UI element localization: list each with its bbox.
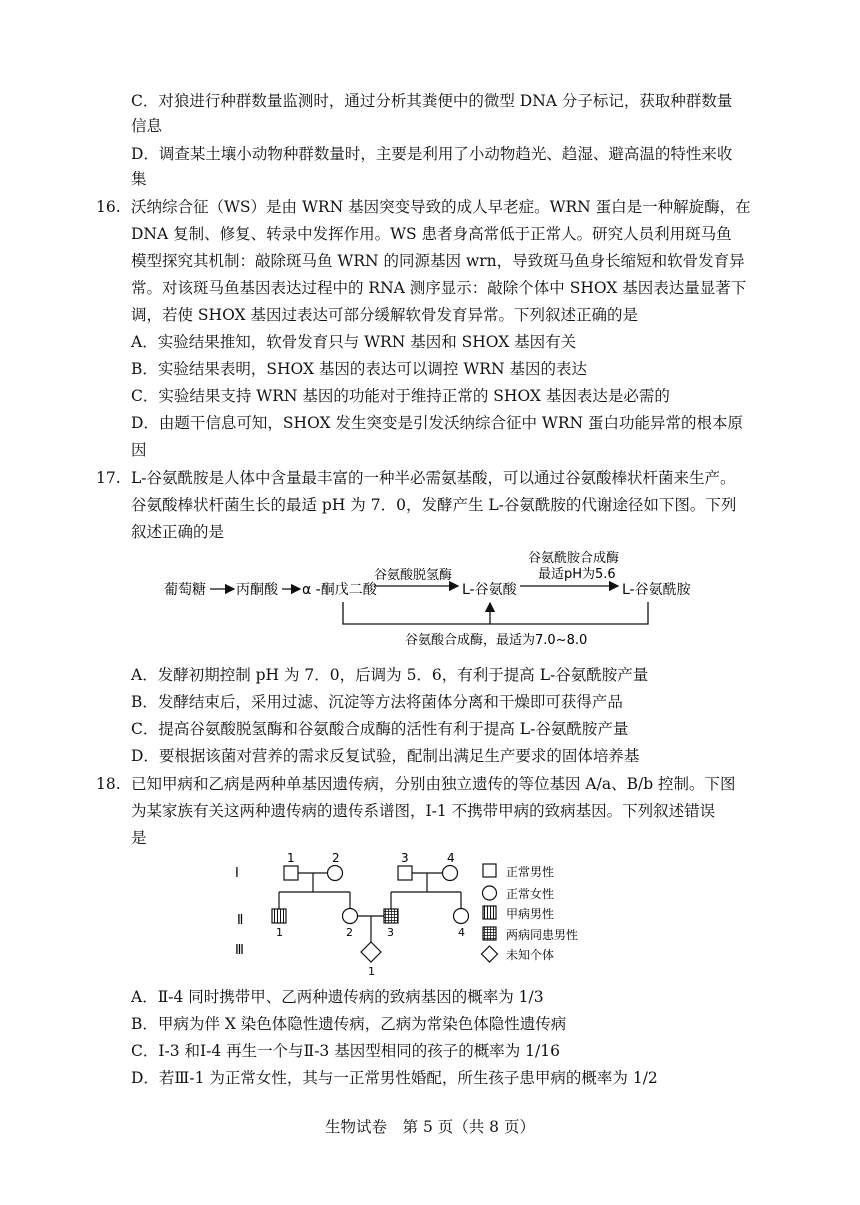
i-1-label: 1 xyxy=(287,851,295,865)
legend-normal-female: 正常女性 xyxy=(506,887,555,901)
enzyme-glutamate-synthase: 谷氨酸合成酶，最适为7.0~8.0 xyxy=(405,633,588,648)
pedigree-chart xyxy=(225,850,605,978)
legend-both-diseases-male: 两病同患男性 xyxy=(506,928,579,942)
metabolic-pathway-diagram xyxy=(160,548,700,650)
legend-unknown-symbol xyxy=(482,946,498,962)
question-16-stem-1: 沃纳综合征（WS）是由 WRN 基因突变导致的成人早老症。WRN 蛋白是一种解旋酶，在 xyxy=(131,198,751,216)
node-glucose: 葡萄糖 xyxy=(164,582,206,598)
question-16-stem-5: 调，若使 SHOX 基因过表达可部分缓解软骨发育异常。下列叙述正确的是 xyxy=(131,306,638,324)
enzyme-optimum-ph: 最适pH为5.6 xyxy=(538,567,616,582)
i-3-label: 3 xyxy=(401,851,409,865)
question-16-stem-3: 模型探究其机制：敲除斑马鱼 WRN 的同源基因 wrn，导致斑马鱼身长缩短和软骨发育异 xyxy=(131,252,745,270)
i-1-normal-male xyxy=(284,866,298,880)
enzyme-glutamine-synthetase: 谷氨酰胺合成酶 xyxy=(528,551,620,566)
ii-4-normal-female xyxy=(454,909,469,924)
question-16-stem-4: 常。对该斑马鱼基因表达过程中的 RNA 测序显示：敲除个体中 SHOX 基因表达量显著下 xyxy=(131,279,747,297)
question-17-option-d: D．要根据该菌对营养的需求反复试验，配制出满足生产要求的固体培养基 xyxy=(131,747,640,765)
legend-normal-male-symbol xyxy=(483,864,496,877)
option-d-line1: D．调查某土壤小动物种群数量时，主要是利用了小动物趋光、趋湿、避高温的特性来收 xyxy=(131,145,733,163)
ii-1-label: 1 xyxy=(276,926,283,939)
question-17-stem-2: 谷氨酸棒状杆菌生长的最适 pH 为 7．0，发酵产生 L-谷氨酰胺的代谢途径如下图。下列 xyxy=(131,496,737,514)
i-3-normal-male xyxy=(398,866,412,880)
legend-normal-female-symbol xyxy=(483,886,497,900)
question-17-option-c: C．提高谷氨酸脱氢酶和谷氨酸合成酶的活性有利于提高 L-谷氨酰胺产量 xyxy=(131,720,629,738)
ii-2-normal-female xyxy=(343,909,358,924)
ii-2-label: 2 xyxy=(346,926,353,939)
question-18-option-a: A．Ⅱ-4 同时携带甲、乙两种遗传病的致病基因的概率为 1/3 xyxy=(131,988,544,1006)
option-c-line2: 信息 xyxy=(131,117,163,135)
legend-unknown-individual: 未知个体 xyxy=(506,948,555,962)
generation-iii-label: Ⅲ xyxy=(235,943,244,958)
i-4-normal-female xyxy=(443,866,458,881)
generation-i-label: I xyxy=(235,866,239,881)
page-footer: 生物试卷 第 5 页（共 8 页） xyxy=(325,1118,535,1136)
question-17-stem-3: 叙述正确的是 xyxy=(131,523,225,541)
question-16-option-a: A．实验结果推知，软骨发育只与 WRN 基因和 SHOX 基因有关 xyxy=(131,333,577,351)
question-17-stem-1: L-谷氨酰胺是人体中含量最丰富的一种半必需氨基酸，可以通过谷氨酸棒状杆菌来生产。 xyxy=(131,469,736,487)
i-4-label: 4 xyxy=(447,851,455,865)
ii-3-label: 3 xyxy=(387,926,394,939)
question-18-option-d: D．若Ⅲ-1 为正常女性，其与一正常男性婚配，所生孩子患甲病的概率为 1/2 xyxy=(131,1069,658,1087)
question-16-option-d-line1: D．由题干信息可知，SHOX 发生突变是引发沃纳综合征中 WRN 蛋白功能异常的根本原 xyxy=(131,414,743,432)
legend-both-diseases-male-symbol xyxy=(483,927,496,940)
question-18-option-b: B．甲病为伴 X 染色体隐性遗传病，乙病为常染色体隐性遗传病 xyxy=(131,1015,567,1033)
question-16-option-c: C．实验结果支持 WRN 基因的功能对于维持正常的 SHOX 基因表达是必需的 xyxy=(131,387,670,405)
ii-3-both-diseases-male xyxy=(384,909,398,923)
question-16-option-d-line2: 因 xyxy=(131,441,147,459)
question-18-option-c: C．Ⅰ-3 和Ⅰ-4 再生一个与Ⅱ-3 基因型相同的孩子的概率为 1/16 xyxy=(131,1042,560,1060)
node-pyruvate: 丙酮酸 xyxy=(236,582,278,598)
bracket-left xyxy=(343,602,490,624)
question-17-number: 17. xyxy=(96,469,121,487)
question-16-option-b: B．实验结果表明，SHOX 基因的表达可以调控 WRN 基因的表达 xyxy=(131,360,587,378)
question-18-stem-2: 为某家族有关这两种遗传病的遗传系谱图，Ⅰ-1 不携带甲病的致病基因。下列叙述错误 xyxy=(131,802,716,820)
node-alpha-ketoglutarate: α -酮戊二酸 xyxy=(302,582,377,598)
question-17-option-b: B．发酵结束后，采用过滤、沉淀等方法将菌体分离和干燥即可获得产品 xyxy=(131,693,623,711)
legend-disease-a-male-symbol xyxy=(483,906,496,919)
question-17-option-a: A．发酵初期控制 pH 为 7．0，后调为 5．6，有利于提高 L-谷氨酰胺产量 xyxy=(131,666,649,684)
i-2-label: 2 xyxy=(332,851,340,865)
question-18-stem-1: 已知甲病和乙病是两种单基因遗传病，分别由独立遗传的等位基因 A/a、B/b 控制。下图 xyxy=(131,775,736,793)
bracket-right xyxy=(490,602,648,624)
option-c-line1: C．对狼进行种群数量监测时，通过分析其粪便中的微型 DNA 分子标记，获取种群数量 xyxy=(131,92,733,110)
ii-4-label: 4 xyxy=(458,926,465,939)
generation-ii-label: Ⅱ xyxy=(237,913,244,928)
question-18-stem-3: 是 xyxy=(131,829,147,847)
legend-disease-a-male: 甲病男性 xyxy=(506,907,555,921)
enzyme-glutamate-dehydrogenase: 谷氨酸脱氢酶 xyxy=(374,568,453,583)
legend-normal-male: 正常男性 xyxy=(506,865,555,879)
node-l-glutamate: L-谷氨酸 xyxy=(462,582,517,598)
option-d-line2: 集 xyxy=(131,170,147,188)
question-16-stem-2: DNA 复制、修复、转录中发挥作用。WS 患者身高常低于正常人。研究人员利用斑马鱼 xyxy=(131,225,732,243)
iii-1-unknown-individual xyxy=(361,942,381,962)
node-l-glutamine: L-谷氨酰胺 xyxy=(622,582,691,598)
i-2-normal-female xyxy=(328,866,343,881)
question-16-number: 16. xyxy=(96,198,121,216)
iii-1-label: 1 xyxy=(368,965,375,978)
ii-1-disease-a-male xyxy=(272,909,286,923)
question-18-number: 18. xyxy=(96,775,121,793)
